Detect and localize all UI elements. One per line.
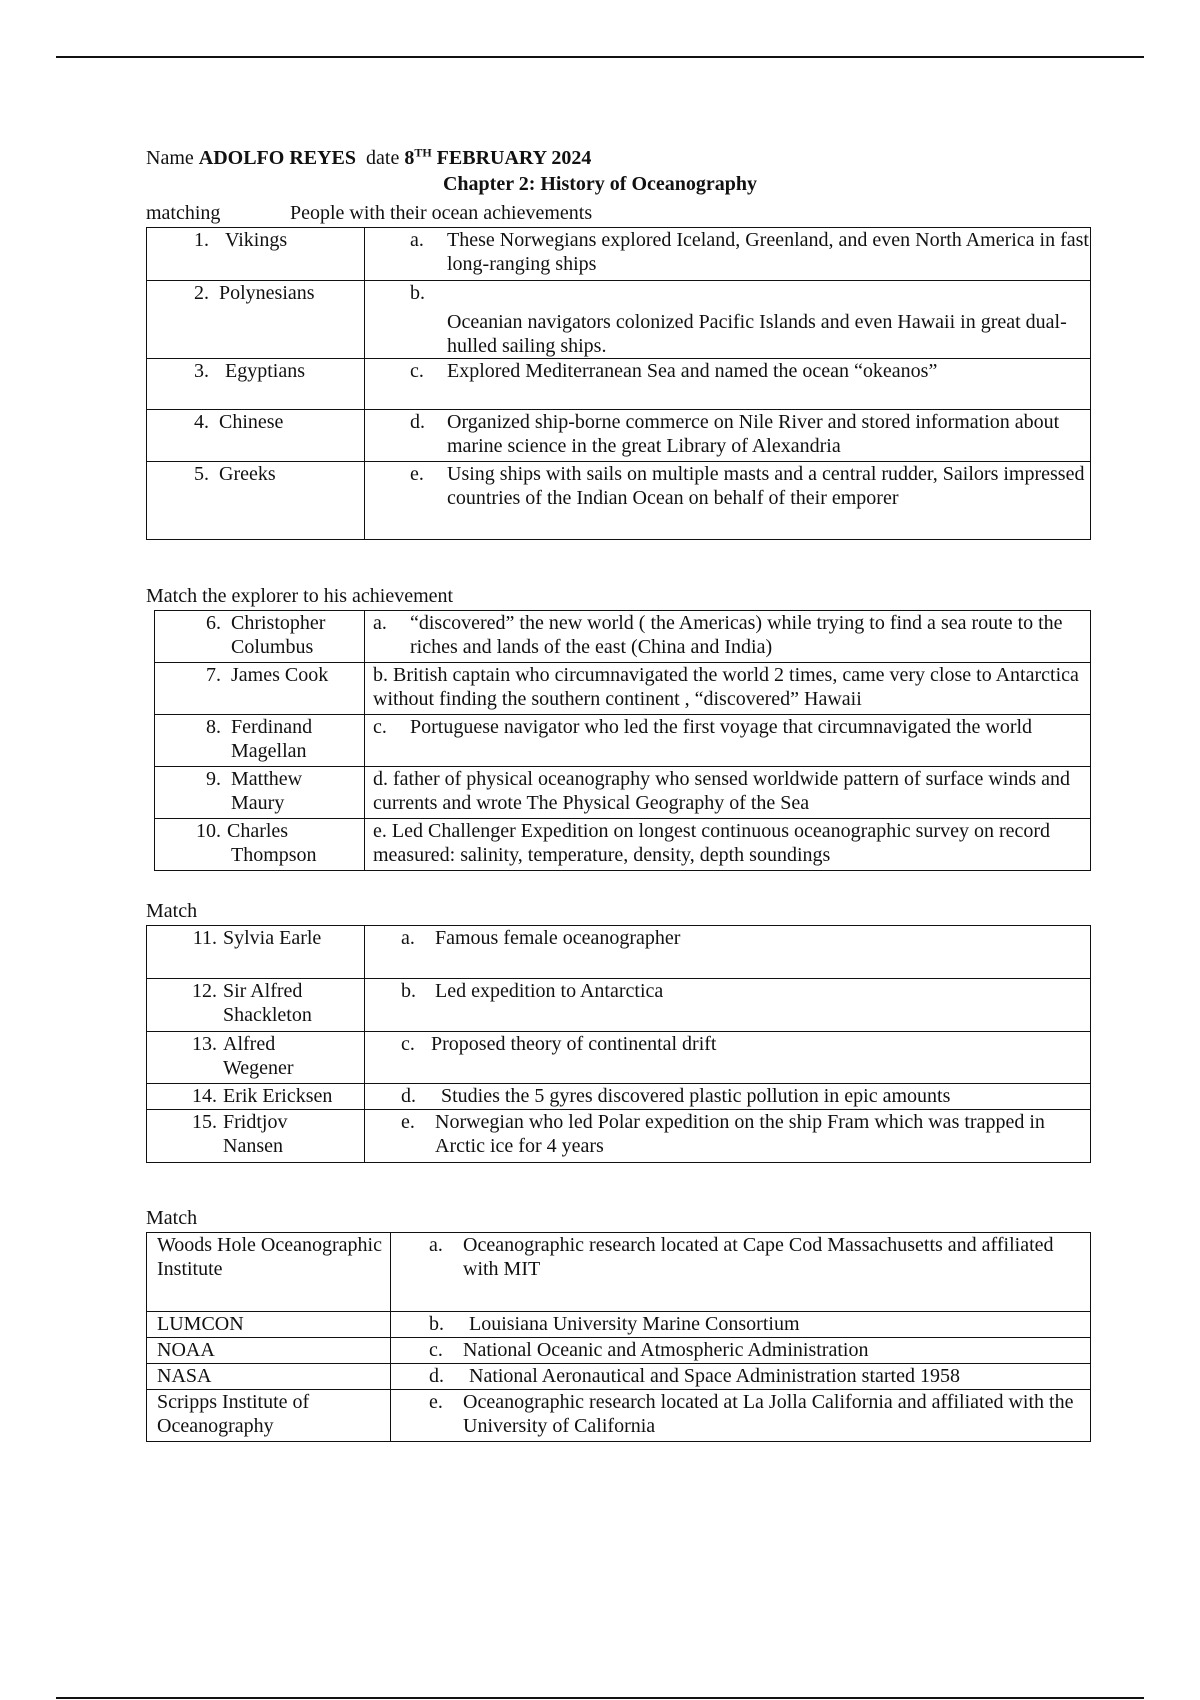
table-row: LUMCON b. Louisiana University Marine Consortium bbox=[147, 1312, 1091, 1338]
table-row: Woods Hole Oceanographic Institute a. Oceanographic research located at Cape Cod Massachusetts and affiliated with MIT bbox=[147, 1233, 1091, 1312]
table-row: 2. Polynesians b. Oceanian navigators colonized Pacific Islands and even Hawaii in great dual-hulled sailing ships. bbox=[147, 281, 1091, 359]
table-row: 4. Chinese d. Organized ship-borne commerce on Nile River and stored information about marine science in the great Library of Alexandria bbox=[147, 410, 1091, 462]
table-row: NOAA c. National Oceanic and Atmospheric Administration bbox=[147, 1338, 1091, 1364]
section2-table bbox=[154, 610, 1091, 871]
table-row: 8. Ferdinand Magellan c. Portuguese navigator who led the first voyage that circumnavigated the world bbox=[155, 715, 1091, 767]
section2-label: Match the explorer to his achievement bbox=[146, 585, 454, 607]
name-label: Name bbox=[146, 147, 194, 169]
section3-table bbox=[146, 925, 1091, 1163]
table-row: 10. Charles Thompson e. Led Challenger Expedition on longest continuous oceanographic survey on record measured: salinity, temperature, density, depth soundings bbox=[155, 819, 1091, 871]
section4-table bbox=[146, 1232, 1091, 1442]
section3-label: Match bbox=[146, 900, 198, 922]
table-row: 7. James Cook b. British captain who circumnavigated the world 2 times, came very close to Antarctica without finding the southern continent , “discovered” Hawaii bbox=[155, 663, 1091, 715]
top-rule bbox=[56, 56, 1144, 58]
section4-label: Match bbox=[146, 1207, 198, 1229]
table-row: 5. Greeks e. Using ships with sails on multiple masts and a central rudder, Sailors impressed countries of the Indian Ocean on behalf of their emporer bbox=[147, 462, 1091, 540]
table-row: 1. Vikings a. These Norwegians explored Iceland, Greenland, and even North America in fast long-ranging ships bbox=[147, 228, 1091, 281]
table-row: 6. Christopher Columbus a. “discovered” the new world ( the Americas) while trying to find a sea route to the riches and lands of the east (China and India) bbox=[155, 611, 1091, 663]
table-row: NASA d. National Aeronautical and Space Administration started 1958 bbox=[147, 1364, 1091, 1390]
page-title: Chapter 2: History of Oceanography bbox=[442, 173, 758, 195]
table-row: 13. Alfred Wegener c. Proposed theory of continental drift bbox=[147, 1032, 1091, 1084]
section1-label: matching bbox=[146, 202, 221, 224]
student-name: ADOLFO REYES bbox=[198, 147, 357, 169]
table-row: 14. Erik Ericksen d. Studies the 5 gyres discovered plastic pollution in epic amounts bbox=[147, 1084, 1091, 1110]
date-label: date bbox=[366, 147, 400, 169]
section1-instruction: People with their ocean achievements bbox=[290, 202, 593, 224]
section1-table bbox=[146, 227, 1091, 540]
table-row: 11. Sylvia Earle a. Famous female oceanographer bbox=[147, 926, 1091, 979]
table-row: 12. Sir Alfred Shackleton b. Led expedition to Antarctica bbox=[147, 979, 1091, 1032]
table-row: 15. Fridtjov Nansen e. Norwegian who led Polar expedition on the ship Fram which was trapped in Arctic ice for 4 years bbox=[147, 1110, 1091, 1163]
date-value: 8TH FEBRUARY 2024 bbox=[404, 145, 592, 169]
name-date-line bbox=[146, 146, 591, 170]
table-row: Scripps Institute of Oceanography e. Oceanographic research located at La Jolla California and affiliated with the University of California bbox=[147, 1390, 1091, 1442]
bottom-rule bbox=[56, 1697, 1144, 1699]
table-row: 9. Matthew Maury d. father of physical oceanography who sensed worldwide pattern of surface winds and currents and wrote The Physical Geography of the Sea bbox=[155, 767, 1091, 819]
table-row: 3. Egyptians c. Explored Mediterranean Sea and named the ocean “okeanos” bbox=[147, 359, 1091, 410]
